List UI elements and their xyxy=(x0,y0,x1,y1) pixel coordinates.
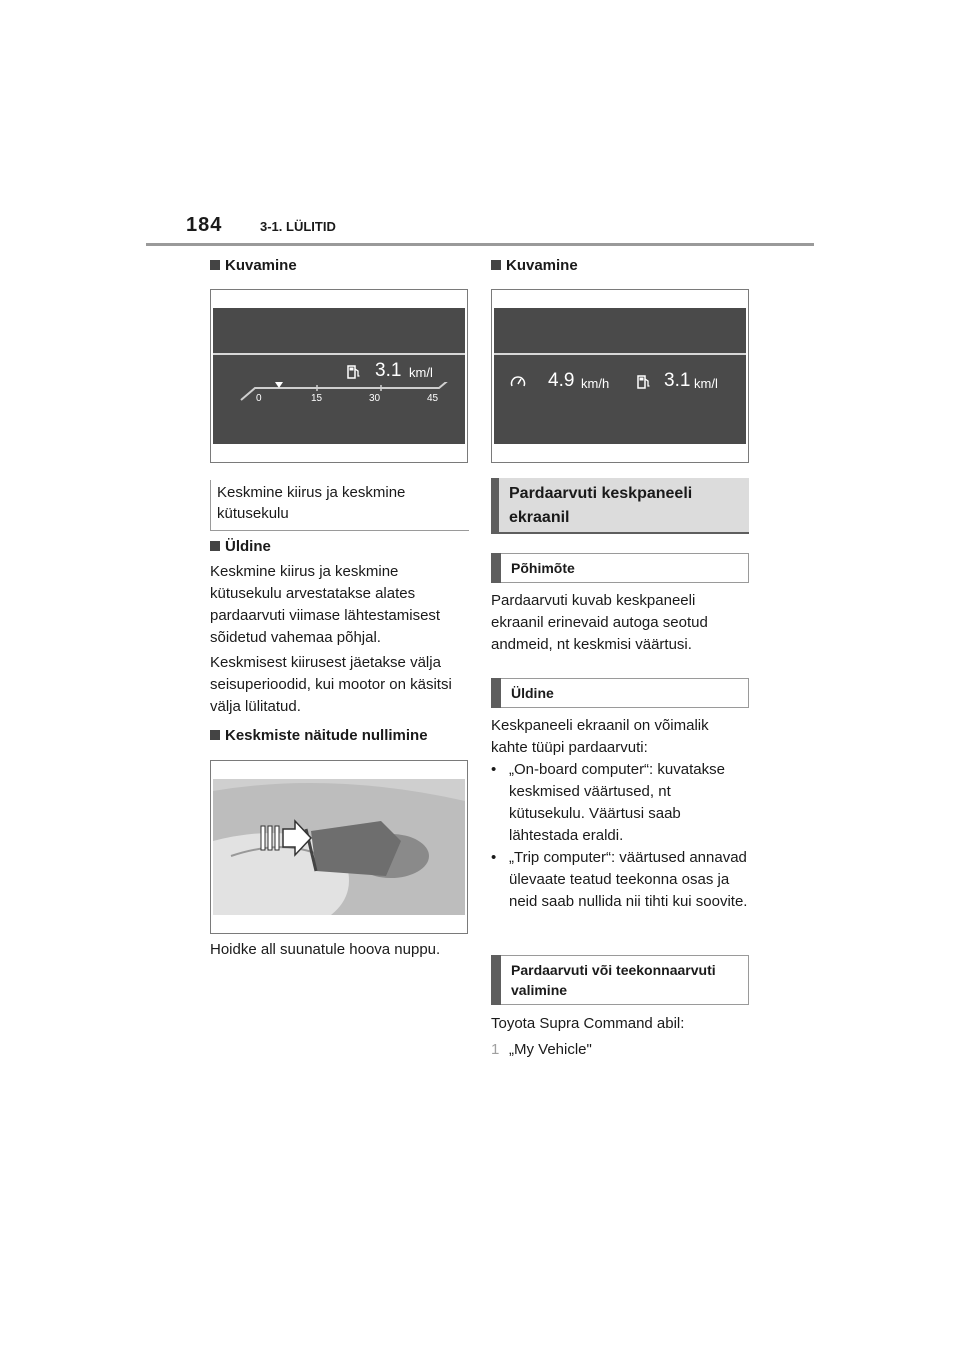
turn-signal-stalk-illustration xyxy=(211,761,467,933)
display-screen xyxy=(494,308,746,444)
heading-display-left: Kuvamine xyxy=(210,255,297,277)
speed-unit: km/h xyxy=(581,376,610,391)
paragraph-standstill: Keskmisest kiirusest jäetakse välja seisuperioodid, kui mootor on käsitsi välja lülitatud. xyxy=(210,654,452,715)
fuel-value: 3.1 xyxy=(664,370,691,391)
fuel-unit: km/l xyxy=(694,376,718,391)
list-item: • „On-board computer“: kuvatakse keskmised väärtused, nt kütusekulu. Väärtusi saab lähtestada eraldi. xyxy=(491,759,749,847)
figure-stalk-button xyxy=(210,760,468,934)
square-bullet-icon xyxy=(210,541,220,551)
tick-label: 45 xyxy=(427,393,439,404)
fuel-pump-icon xyxy=(347,364,361,380)
fuel-unit: km/l xyxy=(409,365,433,380)
step-text: „My Vehicle" xyxy=(509,1041,592,1058)
square-bullet-icon xyxy=(210,730,220,740)
tick-label: 0 xyxy=(256,393,262,404)
list-item: • „Trip computer“: väärtused annavad ülevaate teatud teekonna osas ja neid saab nullida nii tihti kui soovite. xyxy=(491,847,749,913)
section-label: 3-1. LÜLITID xyxy=(260,219,336,234)
heading-general-right: Üldine xyxy=(491,678,749,708)
fuel-value: 3.1 xyxy=(375,360,402,381)
fuel-pump-icon xyxy=(637,374,651,390)
heading-general-left: Üldine xyxy=(210,536,271,558)
figure-average-display xyxy=(210,289,468,463)
speed-value: 4.9 xyxy=(548,370,575,391)
heading-reset: Keskmiste näitude nullimine xyxy=(210,725,428,747)
screen-divider xyxy=(213,353,465,355)
figure-caption: Keskmine kiirus ja keskmine kütusekulu xyxy=(210,480,469,531)
heading-select-computer: Pardaarvuti või teekonnaarvuti valimine xyxy=(491,955,749,1005)
tick-label: 15 xyxy=(311,393,323,404)
display-screen xyxy=(213,308,465,444)
square-bullet-icon xyxy=(491,260,501,270)
bullet-dot: • xyxy=(491,761,497,778)
page-number: 184 xyxy=(186,214,223,236)
list-item-step xyxy=(491,1039,749,1061)
bullet-dot: • xyxy=(491,849,497,866)
heading-principle: Põhimõte xyxy=(491,553,749,583)
paragraph-average-calc: Keskmine kiirus ja keskmine kütusekulu arvestatakse alates pardaarvuti viimase lähtestamisest sõidetud vahemaa põhjal. xyxy=(210,563,441,646)
section-heading-central-display: Pardaarvuti keskpaneeli ekraanil xyxy=(491,478,749,534)
paragraph-two-types: Keskpaneeli ekraanil on võimalik kahte tüüpi pardaarvuti: xyxy=(491,717,709,756)
screen-divider xyxy=(494,353,746,355)
figure-onboard-display xyxy=(491,289,749,463)
paragraph-hold-button: Hoidke all suunatule hoova nuppu. xyxy=(210,941,441,958)
step-number: 1 xyxy=(491,1041,500,1058)
speedometer-icon xyxy=(510,374,526,388)
square-bullet-icon xyxy=(210,260,220,270)
tick-label: 30 xyxy=(369,393,381,404)
heading-display-right: Kuvamine xyxy=(491,255,578,277)
paragraph-principle: Pardaarvuti kuvab keskpaneeli ekraanil erinevaid autoga seotud andmeid, nt keskmisi väärtusi. xyxy=(491,592,708,653)
header-rule xyxy=(146,243,814,246)
average-scale xyxy=(239,382,453,404)
paragraph-command: Toyota Supra Command abil: xyxy=(491,1015,685,1032)
